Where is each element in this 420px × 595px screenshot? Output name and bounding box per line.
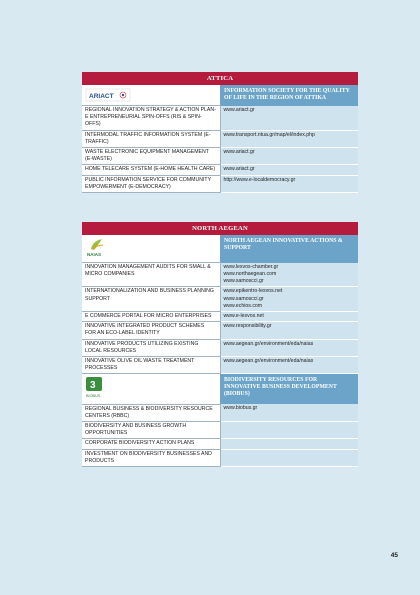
attica-program-header-row xyxy=(82,85,358,106)
table-row xyxy=(82,311,358,321)
biobus-logo-cell xyxy=(82,374,220,404)
table-row xyxy=(82,130,358,147)
row-url[interactable]: www.epikentro-lesvos.net www.samoscci.gr www.echios.com xyxy=(220,287,358,312)
row-label: WASTE ELECTRONIC EQUIPMENT MANAGEMENT (E-WASTE) xyxy=(82,148,220,165)
svg-text:ARIACT: ARIACT xyxy=(89,93,114,100)
north-aegean-table xyxy=(82,235,358,467)
row-url xyxy=(220,449,358,466)
row-url xyxy=(220,421,358,438)
row-url[interactable]: www.responsibility.gr xyxy=(220,322,358,339)
biobus-program-header-row xyxy=(82,374,358,404)
table-row xyxy=(82,421,358,438)
row-url[interactable]: www.aegean.gr/environment/eda/naias xyxy=(220,356,358,373)
page-number: 45 xyxy=(390,552,398,559)
table-row xyxy=(82,148,358,165)
table-row xyxy=(82,449,358,466)
biobus-logo xyxy=(85,376,111,398)
row-label: INTERMODAL TRAFFIC INFORMATION SYSTEM (E-TRAFFIC) xyxy=(82,130,220,147)
biobus-program-title: BIODIVERSITY RESOURCES FOR INNOVATIVE BUSINESS DEVELOPMENT (BIOBUS) xyxy=(220,374,358,404)
row-url[interactable]: www.transport.ntua.gr/map/el/index.php xyxy=(220,130,358,147)
row-label: BIODIVERSITY AND BUSINESS GROWTH OPPORTUNITIES xyxy=(82,421,220,438)
row-url[interactable]: www.lesvos-chamber.gr www.northaegean.com www.samoscci.gr xyxy=(220,263,358,287)
attica-section-title: ATTICA xyxy=(82,72,358,85)
table-row xyxy=(82,165,358,175)
row-url[interactable]: www.ariact.gr xyxy=(220,106,358,131)
svg-text:3: 3 xyxy=(90,380,96,392)
row-url[interactable]: www.ariact.gr xyxy=(220,148,358,165)
naias-logo-cell xyxy=(82,235,220,263)
naias-program-header-row xyxy=(82,235,358,263)
row-label: INNOVATIVE OLIVE OIL WASTE TREATMENT PROCESSES xyxy=(82,356,220,373)
table-row xyxy=(82,175,358,192)
row-url[interactable]: www.e-lesvos.net xyxy=(220,311,358,321)
row-label: INTERNATIONALIZATION AND BUSINESS PLANNING SUPPORT xyxy=(82,287,220,312)
attica-table xyxy=(82,85,358,193)
row-label: HOME TELECARE SYSTEM (E-HOME HEALTH CARE) xyxy=(82,165,220,175)
naias-logo xyxy=(85,237,107,257)
table-row xyxy=(82,263,358,287)
row-label: REGIONAL BUSINESS & BIODIVERSITY RESOURCE CENTERS (RBBC) xyxy=(82,404,220,421)
table-row xyxy=(82,287,358,312)
attica-section xyxy=(82,72,358,193)
row-label: CORPORATE BIODIVERSITY ACTION PLANS xyxy=(82,439,220,449)
row-url[interactable]: www.biobus.gr xyxy=(220,404,358,421)
naias-program-title: NORTH AEGEAN INNOVATIVE ACTIONS & SUPPORT xyxy=(220,235,358,263)
svg-text:BIOBUS: BIOBUS xyxy=(86,394,101,399)
table-row xyxy=(82,404,358,421)
row-label: PUBLIC INFORMATION SERVICE FOR COMMUNITY EMPOWERMENT (E-DEMOCRACY) xyxy=(82,175,220,192)
ariact-logo xyxy=(85,87,131,103)
table-row xyxy=(82,356,358,373)
row-url[interactable]: www.aegean.gr/environment/eda/naias xyxy=(220,339,358,356)
row-url xyxy=(220,439,358,449)
row-label: INNOVATIVE PRODUCTS UTILIZING EXISTING LOCAL RESOURCES xyxy=(82,339,220,356)
ariact-logo-cell xyxy=(82,85,220,106)
row-label: INVESTMENT ON BIODIVERSITY BUSINESSES AND PRODUCTS xyxy=(82,449,220,466)
row-label: E COMMERCE PORTAL FOR MICRO ENTERPRISES xyxy=(82,311,220,321)
row-url[interactable]: www.ariact.gr xyxy=(220,165,358,175)
svg-text:NAIAS: NAIAS xyxy=(87,252,102,257)
north-aegean-section xyxy=(82,222,358,467)
north-aegean-section-title: NORTH AEGEAN xyxy=(82,222,358,235)
row-label: REGIONAL INNOVATION STRATEGY & ACTION PLAN-E ENTREPRENEURIAL SPIN-OFFS (RIS & SPIN-OFFS) xyxy=(82,106,220,131)
table-row xyxy=(82,339,358,356)
row-url[interactable]: http://www.e-localdemocracy.gr xyxy=(220,175,358,192)
row-label: INNOVATION MANAGEMENT AUDITS FOR SMALL & MICRO COMPANIES xyxy=(82,263,220,287)
table-row xyxy=(82,439,358,449)
attica-program-title: INFORMATION SOCIETY FOR THE QUALITY OF LIFE IN THE REGION OF ATTIKA xyxy=(220,85,358,106)
table-row xyxy=(82,106,358,131)
table-row xyxy=(82,322,358,339)
row-label: INNOVATIVE INTEGRATED PRODUCT SCHEMES FOR AN ECO-LABEL IDENTITY xyxy=(82,322,220,339)
